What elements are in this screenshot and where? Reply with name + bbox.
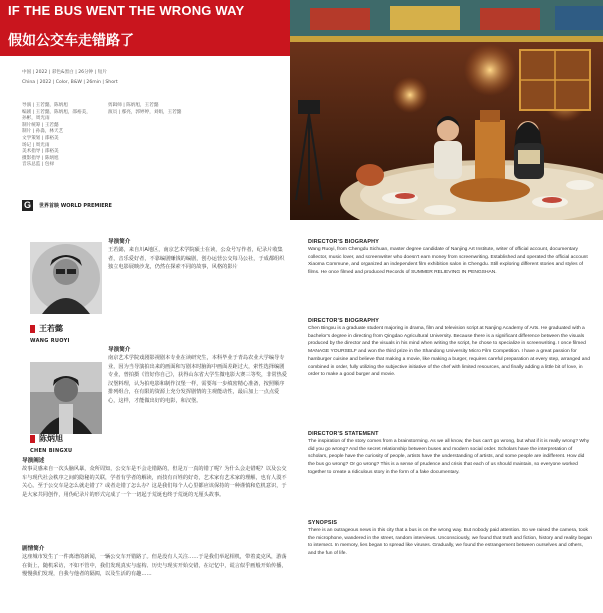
director-name-en: CHEN BINGXU	[30, 448, 73, 454]
director-statement-zh	[22, 457, 290, 499]
director-portrait-chen	[30, 362, 102, 434]
credit-line: 场记 | 周光雨	[22, 142, 50, 148]
director-portrait-wang	[30, 242, 102, 314]
credit-line: 音乐总监 | 包禄	[22, 162, 55, 168]
section-body: 王若懿，来自川A地区，南京艺术学院硕士在读，公众号写作者，纪录片收集者，音乐爱好者，不靠编剧赚钱的编剧，创办运营公交每马公社，于成都组织独立电影展映沙龙，仍然在探索不同的故事，风格的影片	[108, 247, 285, 271]
director-name-zh: 陈炳旭	[39, 434, 63, 443]
synopsis-en	[308, 519, 592, 558]
accent-bar	[30, 325, 35, 333]
credits-column-2	[108, 103, 208, 116]
credit-line: 演员 | 鄢亮，郭婷婷，刘娟，王若懿	[108, 109, 182, 115]
credit-line: 文学策划 | 邵裕美	[22, 135, 59, 141]
film-title-zh: 假如公交车走错路了	[8, 33, 134, 49]
director-name-zh: 王若懿	[39, 324, 63, 333]
section-heading: SYNOPSIS	[308, 520, 338, 526]
section-body: Wang Ruoyi, from Chengdu Sichuan, master degree candidate of Nanjing Art Institute, writer of official account, documentary collector, music lover, and screenwriter who doesn't earn money from screenwriting. Established and operated the official account Xiaoma Commune, and organized an independent film exhibition salon in Chengdu. Still exploring different stories and styles of films. He once filmed and produced Records of SUMMER RELIEVING IN PENGSHAN.	[308, 247, 588, 276]
credit-line: 制片统筹 | 王若懿	[22, 122, 59, 128]
credit-line: 剪辑师 | 陈炳旭，王若懿	[108, 103, 159, 108]
section-heading: DIRECTOR'S BIOGRAPHY	[308, 239, 380, 245]
credit-line: 导演 | 王若懿，陈炳旭	[22, 103, 68, 108]
section-body: 这座城市发生了一件离谱的新闻，一辆公交车开错路了。但是没有人关注……于是我们举起相机，带着麦克风，游荡在街上，随机采访，不如不管中，我们发现真实与虚构、历史与现实开始交错，在记忆中，谎言似乎画般开始传播，慢慢我们发现，自我与他者的隔阂，以及生活的有趣……	[22, 554, 287, 578]
section-heading: DIRECTOR'S STATEMENT	[308, 431, 379, 437]
meta-line-en: China | 2022 | Color, B&W | 26min | Short	[22, 80, 118, 85]
section-heading: DIRECTOR'S BIOGRAPHY	[308, 318, 380, 324]
credit-line: 摄影指导 | 陈炳旭	[22, 155, 59, 161]
section-body: There is an outrageous news in this city that a bus is on the wrong way. But nobody paid attention. So we raised the camera, took the microphone, wandered in the street, random interviews. Unconsciously, we found that truth and fiction, history and reality began to intersect. In memory, lies began to spread like viruses. Gradually, we found the estrangement between ourselves and others, and the fun of life.	[308, 528, 592, 557]
director-bio-en-wang	[308, 238, 592, 277]
film-title-en: IF THE BUS WENT THE WRONG WAY	[8, 3, 245, 18]
section-heading: 剧情简介	[22, 546, 45, 552]
director-name-en: WANG RUOYI	[30, 338, 70, 344]
section-body: Chen Bingxu is a graduate student majoring in drama, film and television script at Nanjing Academy of Arts. He graduated with a bachelor's degree in directing from Qingdao Agricultural University. Because there is a significant difference between the visuals produced by the director and the visuals in his mind when writing the script, he chose to specialize in screenwriting. I once filmed MANAGE YOURSELF and won the third prize in the Shandong University Micro Film Competition. I have a great passion for hamburger cuisine and believe that making a movie, like making a burger, requires careful preparation at every step, arranged and combined in order, fully utilizing the subjective initiative of the chef with limited resources, and finally adding a little bit of love, in order to make a good burger and movie.	[308, 326, 590, 378]
meta-line-zh: 中国 | 2022 | 彩色&黑白 | 26分钟 | 短片	[22, 70, 107, 75]
synopsis-zh	[22, 545, 290, 579]
section-heading: 导演简介	[108, 347, 131, 353]
section-heading: 导演阐述	[22, 458, 45, 464]
credits-column-1	[22, 103, 117, 169]
credit-line: 孙彬，周光雨	[22, 116, 50, 122]
world-premiere-badge	[22, 200, 112, 211]
film-still	[290, 0, 603, 220]
director-name-wang	[30, 318, 70, 344]
director-statement-en	[308, 430, 592, 477]
director-bio-zh-wang	[108, 238, 288, 272]
credit-line: 制片 | 孙淼，林天艺	[22, 129, 64, 135]
section-heading: 导演简介	[108, 239, 131, 245]
festival-logo: G	[23, 200, 31, 210]
section-body: The inspiration of the story comes from a brainstorming. As we all know, the bus can't go wrong, but what if it is really wrong? Why did you go wrong? And the secret relationship between buses and modern social order. Scholars have the interpretation of scholars, people have the curiosity of people, artists have the understanding of artists, and some people are indifferent. How did the bus go wrong? Or go wrong? This is a sense of prudence and crisis that each of us should maintain, so everyone worked together to create a ridiculous story in the form of a fake documentary.	[308, 439, 590, 475]
section-body: 故事灵感来自一次头脑风暴，众所周知，公交车是不会走错路的，但是万一真的错了呢？为什么会走错呢？以及公交车与现代社会秩序之间的隐秘的关联，学者有学者的解读，而技有百姓的好奇，艺术家有艺术家的理解，也有人漠不关心。至于公交车是怎么就走错了？或者走错了怎么办？这是我们每个人心里都应该保持的一种谨慎和危机意识，于是大家共同创作，用伪纪录片的形式完成了一个一切起于荒诞也终于荒诞的无厘头故事。	[22, 466, 287, 498]
premiere-label: 世界首映 WORLD PREMIERE	[39, 203, 112, 209]
director-bio-en-chen	[308, 317, 592, 379]
credit-line: 编剧 | 王若懿，陈炳旭，邵裕美，	[22, 109, 91, 115]
director-bio-zh-chen	[108, 346, 288, 406]
accent-bar	[30, 435, 35, 443]
section-body: 南京艺术学院戏剧影视剧本专业在读研究生，本科毕业于青岛农业大学编导专业，因为当导演拍出来的画面和写剧本时脑海中画面差距过大，索性选择编剧专业，曾拍摄《管好你自己》，获得山东省大学生微电影大赛三等奖，非常热爱汉堡料理，认为拍电影和制作汉堡一样，需要每一步缜密精心准备，按照顺序排列组合，在有限的资源上充分发挥剧情的主观能动性，最后加上一点点爱心，这样，才能做出好的电影，和汉堡。	[108, 355, 287, 404]
credit-line: 美术指导 | 邵裕美	[22, 149, 59, 155]
director-name-chen	[30, 428, 72, 454]
